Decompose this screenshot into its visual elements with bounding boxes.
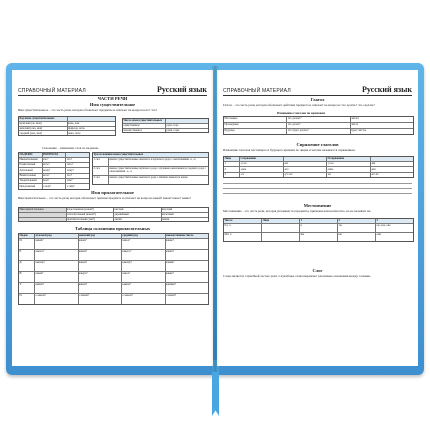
table-cell: о чём? — [66, 184, 75, 188]
table-row — [224, 173, 413, 178]
table-cell: -ем — [284, 162, 328, 167]
table-cell: каким? — [122, 283, 166, 293]
table-cell: какой? — [79, 283, 123, 293]
table-cell: какими? — [166, 283, 176, 287]
table-row — [93, 167, 208, 176]
table-cell: мы — [300, 233, 338, 241]
table-cell: железный — [162, 213, 174, 217]
verb-definition: Глагол – это часть речи, которая обозначает действие предмета и отвечает на вопросы: что делать? что сделать? — [223, 103, 375, 107]
table-cell: 3 скл. — [93, 176, 109, 184]
table-cell: папин — [162, 217, 170, 221]
table-cell: Дательный — [19, 168, 43, 172]
table-cell: 1 скл. — [93, 158, 109, 166]
table-cell: что делает? — [287, 117, 350, 122]
table-cell: что будет делать? — [287, 129, 350, 134]
header-cell: 3 — [376, 219, 413, 223]
header-label: СПРАВОЧНЫЙ МАТЕРИАЛ — [18, 88, 86, 94]
table-cell: Прошедшее — [224, 123, 287, 128]
spine — [211, 66, 219, 372]
table-cell: кто? — [43, 158, 67, 162]
table-cell: Творительный — [19, 179, 43, 183]
table-cell: -ешь — [240, 167, 284, 172]
text-line — [223, 193, 412, 194]
header-cell: Число — [224, 219, 262, 223]
adjective-title: Имя прилагательное — [91, 190, 134, 195]
table-cell: -у/-ю — [240, 162, 284, 167]
table-cell: мужской (он, мой) — [19, 122, 68, 126]
header-title: Русский язык — [362, 85, 412, 94]
table-cell: имена существительные мужского рода с нулевым окончанием и среднего рода с окончаниями -о, -е — [109, 167, 206, 174]
table-cell — [19, 218, 67, 222]
pronoun-table — [223, 218, 414, 242]
conjugation-title: Спряжение глаголов — [296, 142, 339, 147]
declension-title: Склонение – изменение слов по падежам. — [42, 146, 99, 150]
adjective-types-table — [18, 207, 209, 222]
header-cell: 1 — [300, 219, 338, 223]
table-cell: притяжательный (чей?) — [67, 218, 115, 222]
table-cell: множественное — [123, 129, 166, 133]
adj-decl-title: Таблица склонения прилагательных — [74, 226, 151, 231]
table-cell: рука, гора — [166, 124, 179, 128]
table-cell: имена существительные женского и мужского рода с окончаниями -а, -я — [109, 158, 196, 162]
table-cell: какие? — [166, 239, 174, 243]
table-cell: кислый — [114, 208, 162, 212]
right-page — [217, 70, 418, 366]
tense-table — [223, 116, 414, 135]
table-cell: Настоящее — [224, 117, 287, 122]
table-cell: какой? — [79, 250, 123, 260]
table-cell: Р. — [19, 250, 35, 260]
table-cell: какому? — [35, 261, 79, 271]
table-cell: -ете — [284, 167, 328, 172]
table-cell: о каком? — [122, 294, 166, 304]
table-cell: какого? — [35, 250, 79, 260]
table-cell: -им — [371, 162, 376, 166]
table-row — [224, 129, 413, 134]
cases-table — [18, 152, 90, 190]
table-cell: средний (оно, моё) — [19, 131, 68, 135]
noun-gender-table — [18, 116, 116, 136]
pronoun-definition: Местоимение – это часть речи, которая указывает на предметы, признаки или количество, но не называет их. — [223, 209, 372, 213]
header-cell — [371, 157, 414, 161]
table-cell: Родительный — [19, 163, 43, 167]
conjugation-note: Изменение глаголов настоящего и будущего времени по лицам и числам называется спряжением. — [223, 148, 356, 152]
header-cell: Падеж — [19, 234, 35, 238]
table-cell: какого? — [122, 250, 166, 260]
table-cell: какое? — [122, 272, 166, 282]
table-cell: что? — [66, 158, 73, 162]
table-cell: я — [300, 224, 338, 232]
table-row — [19, 218, 208, 222]
table-cell: относительный (какой?) — [67, 213, 115, 217]
table-cell: -у/-ю — [327, 162, 371, 167]
table-cell: какой? — [35, 239, 79, 249]
header-cell: мужской род — [35, 234, 79, 238]
header-cell: 2 — [338, 219, 376, 223]
table-row — [93, 176, 208, 184]
table-cell: он, она, оно — [376, 224, 391, 228]
table-cell: В. — [19, 272, 35, 282]
table-cell — [262, 233, 300, 241]
table-cell: что? — [66, 173, 73, 177]
table-row — [19, 239, 208, 250]
table-cell: Д. — [19, 261, 35, 271]
table-cell: читал — [351, 123, 358, 127]
table-cell: Число имен существительных — [123, 119, 166, 123]
table-cell: И. — [19, 239, 35, 249]
table-row — [19, 261, 208, 272]
table-cell — [19, 213, 67, 217]
tense-table-title: Изменение глаголов по временам — [277, 111, 326, 115]
table-cell: Предложный — [19, 184, 43, 188]
table-row — [224, 233, 413, 241]
table-cell: женский (она, моя) — [19, 127, 68, 131]
header-cell: ПАДЕЖИ — [19, 153, 43, 157]
table-cell: о каких? — [166, 294, 177, 298]
table-cell — [68, 117, 116, 121]
section-title: ЧАСТИ РЕЧИ — [97, 96, 128, 101]
left-page — [12, 70, 213, 366]
table-cell: окно, поле — [68, 131, 81, 135]
table-cell: 2 скл. — [93, 167, 109, 175]
table-cell: вы — [338, 233, 376, 241]
conjugation-table — [223, 156, 414, 178]
table-cell: о каком? — [35, 294, 79, 304]
text-line — [223, 183, 412, 184]
text-line — [223, 188, 412, 189]
table-cell: -ут/-ют — [284, 173, 328, 178]
header-cell: Лицо — [224, 157, 240, 161]
table-cell: Т. — [19, 283, 35, 293]
noun-number-table — [122, 118, 209, 133]
table-cell: будет читать — [351, 129, 367, 133]
preposition-title: Слог — [312, 268, 323, 273]
table-cell: руки, горы — [166, 128, 180, 132]
table-cell: Мн. ч. — [224, 233, 262, 241]
table-cell: Винительный — [19, 174, 43, 178]
declensions-table — [92, 152, 209, 185]
table-row — [19, 184, 89, 188]
table-cell: о ком? — [43, 184, 67, 188]
table-cell: Именительный — [19, 158, 43, 162]
table-row — [19, 131, 115, 135]
adjective-declension-table — [18, 233, 209, 305]
table-cell: Род имен существительных — [19, 117, 68, 121]
table-cell: вкусный — [162, 208, 173, 212]
table-row — [224, 224, 413, 233]
header-cell: II спряжение — [327, 157, 371, 161]
table-cell: что делал? — [287, 123, 350, 128]
table-cell: кем? — [43, 179, 67, 183]
table-cell: 1 — [224, 162, 240, 167]
left-page-header — [18, 84, 207, 96]
table-cell: каким? — [166, 261, 175, 265]
table-cell: чем? — [66, 179, 73, 183]
table-cell: -ите — [371, 167, 376, 171]
table-cell: -ат/-ят — [371, 173, 379, 177]
header-cell — [66, 153, 89, 157]
table-cell: кому? — [43, 168, 67, 172]
table-cell: 2 — [224, 167, 240, 172]
table-cell: -ишь — [327, 167, 371, 172]
table-cell: П. — [19, 294, 35, 304]
table-cell: каких? — [166, 250, 175, 254]
preposition-text: Слово является служебной частью речи. Служебные слова выражают различные отношения между словами. — [223, 274, 371, 278]
table-cell: они — [376, 233, 381, 237]
table-row — [19, 272, 208, 283]
header-cell: I спряжение — [240, 157, 284, 161]
table-cell: чего? — [66, 163, 74, 167]
table-cell: каким? — [35, 283, 79, 293]
table-cell: кого? — [43, 174, 67, 178]
header-title: Русский язык — [157, 85, 207, 94]
table-cell: -ит — [327, 173, 371, 178]
table-cell: имена существительные женского рода с мягким знаком на конце — [109, 176, 188, 180]
table-row — [19, 283, 208, 294]
table-row — [93, 158, 208, 167]
adjective-definition: Имя прилагательное – это часть речи, которая обозначает признак предмета и отвечает на вопросы какой? какая? какое? какие? — [18, 196, 192, 200]
table-row — [19, 250, 208, 261]
table-cell: читает — [351, 117, 360, 121]
table-cell: кого? — [43, 163, 67, 167]
right-page-header — [223, 84, 412, 96]
table-cell: Будущее — [224, 129, 287, 134]
table-cell — [166, 119, 208, 123]
header-cell: множественное число — [166, 234, 209, 238]
table-cell: какой? — [35, 272, 79, 282]
table-cell: какие? — [166, 272, 174, 276]
noun-definition: Имя существительное – это часть речи, которая обозначает предметы и отвечает на вопросы кто? что? — [18, 108, 158, 112]
table-cell: какое? — [122, 239, 166, 249]
table-cell: чему? — [66, 168, 74, 172]
header-cell: средний род — [122, 234, 166, 238]
header-cell: женский род — [79, 234, 123, 238]
verb-title: Глагол — [310, 97, 325, 102]
table-cell: какому? — [122, 261, 166, 271]
table-cell: какая? — [79, 239, 123, 249]
table-cell: Ед. ч. — [224, 224, 262, 232]
table-row — [123, 129, 208, 133]
table-cell: природа, ночь — [68, 126, 85, 130]
header-label: СПРАВОЧНЫЙ МАТЕРИАЛ — [223, 88, 291, 94]
table-cell: какой? — [79, 261, 123, 271]
table-cell: лисий — [114, 218, 162, 222]
table-cell — [262, 224, 300, 232]
table-cell: ты — [338, 224, 376, 232]
table-cell: какую? — [79, 272, 123, 282]
table-cell: -ет — [240, 173, 284, 178]
header-cell: ВОПРОСЫ — [43, 153, 67, 157]
header-cell: Лицо — [262, 219, 300, 223]
table-cell: единственное — [123, 124, 166, 128]
noun-title: Имя существительное — [89, 102, 136, 107]
table-cell: 3 — [224, 173, 240, 178]
table-cell: о какой? — [79, 294, 123, 304]
table-cell: деревянный — [114, 213, 162, 217]
table-cell: Имя прилагательное — [19, 208, 67, 212]
pronoun-title: Местоимение — [303, 203, 332, 208]
table-cell: конь, дом — [68, 122, 80, 126]
header-cell: Три склонения имен существительных — [93, 153, 208, 157]
table-row — [19, 294, 208, 304]
table-cell: качественный (какой?) — [67, 208, 115, 212]
header-cell — [284, 157, 328, 161]
